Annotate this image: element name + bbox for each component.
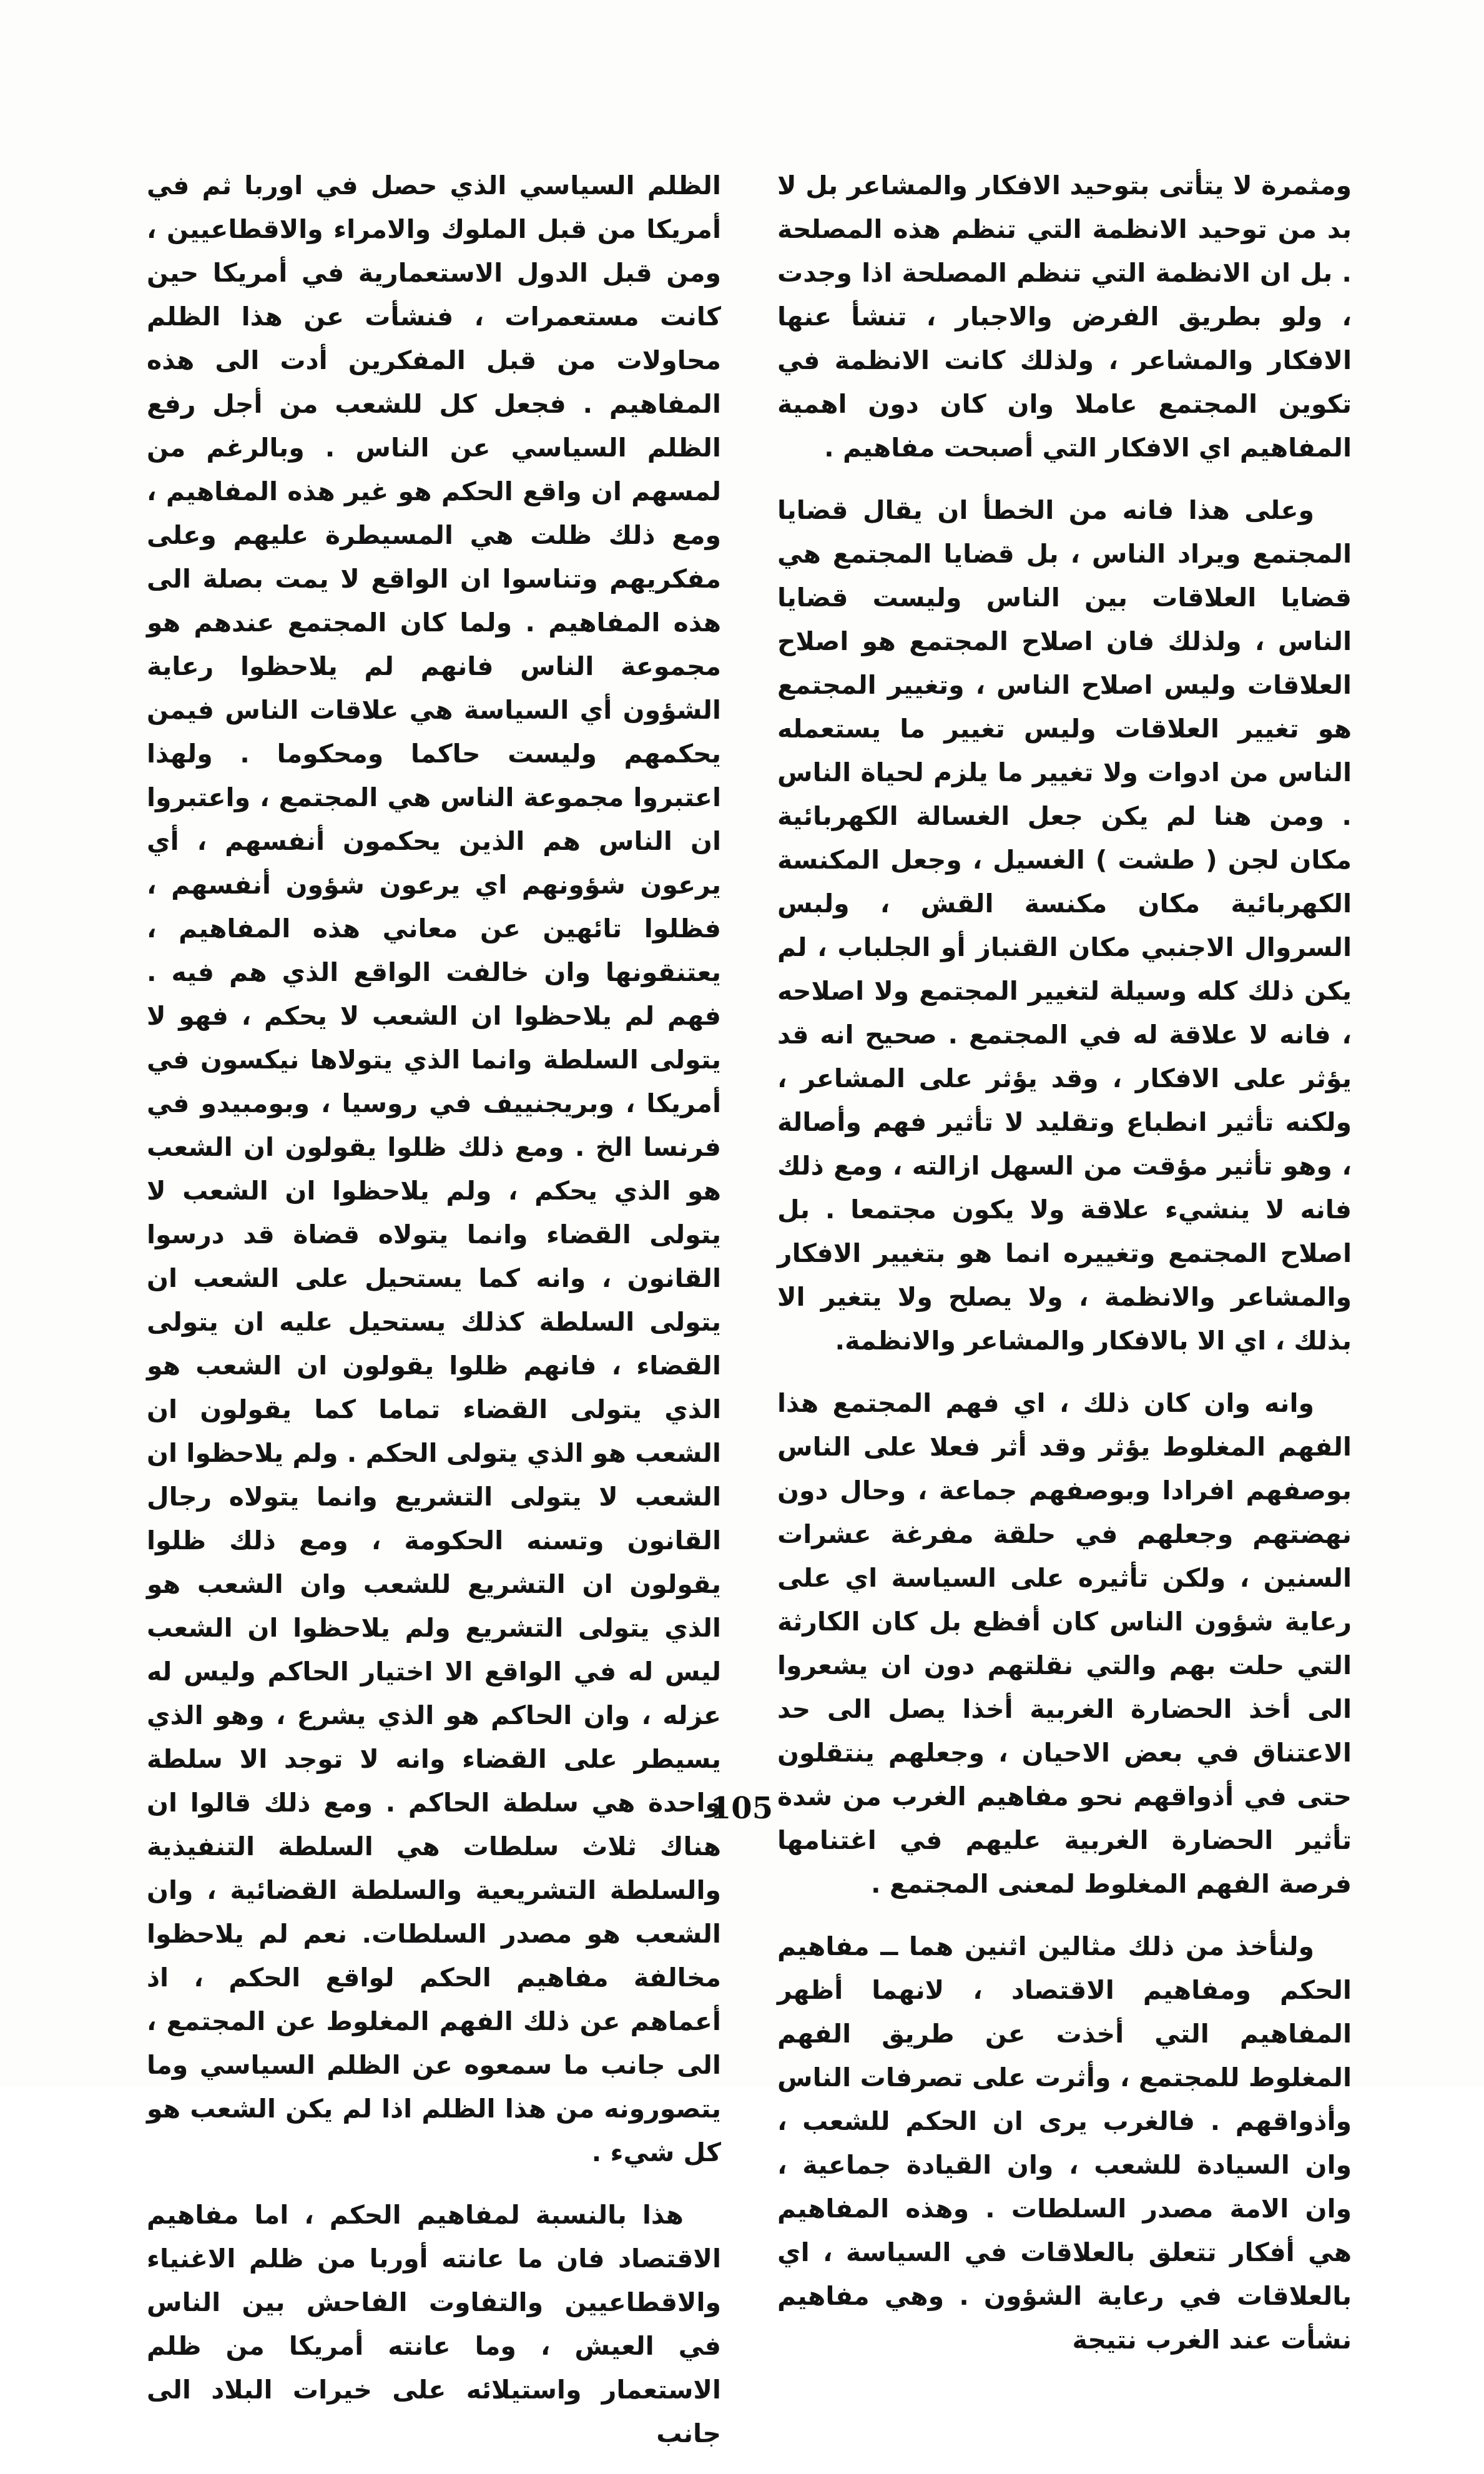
page-number: 105	[710, 1791, 774, 1826]
paragraph: وانه وان كان ذلك ، اي فهم المجتمع هذا الفهم المغلوط يؤثر وقد أثر فعلا على الناس بوصفهم افرادا وبوصفهم جماعة ، وحال دون نهضتهم وجعلهم في حلقة مفرغة عشرات السنين ، ولكن تأثيره على السياسة اي على رعاية شؤون الناس كان أفظع بل كان الكارثة التي حلت بهم والتي نقلتهم دون ان يشعروا الى أخذ الحضارة الغربية أخذا يصل الى حد الاعتناق في بعض الاحيان ، وجعلهم ينتقلون حتى في أذواقهم نحو مفاهيم الغرب من شدة تأثير الحضارة الغربية عليهم في اغتنامها فرصة الفهم المغلوط لمعنى المجتمع .	[777, 1388, 1352, 1899]
right-text-column	[777, 164, 1352, 2380]
paragraph: ولنأخذ من ذلك مثالين اثنين هما ــ مفاهيم الحكم ومفاهيم الاقتصاد ، لانهما أظهر المفاهيم التي أخذت عن طريق الفهم المغلوط للمجتمع ، وأثرت على تصرفات الناس وأذواقهم . فالغرب يرى ان الحكم للشعب ، وان السيادة للشعب ، وان القيادة جماعية ، وان الامة مصدر السلطات . وهذه المفاهيم هي أفكار تتعلق بالعلاقات في السياسة ، اي بالعلاقات في رعاية الشؤون . وهي مفاهيم نشأت عند الغرب نتيجة	[777, 1931, 1352, 2355]
paragraph: ومثمرة لا يتأتى بتوحيد الافكار والمشاعر بل لا بد من توحيد الانظمة التي تنظم هذه المصلحة . بل ان الانظمة التي تنظم المصلحة اذا وجدت ، ولو بطريق الفرض والاجبار ، تنشأ عنها الافكار والمشاعر ، ولذلك كانت الانظمة في تكوين المجتمع عاملا وان كان دون اهمية المفاهيم اي الافكار التي أصبحت مفاهيم .	[777, 170, 1352, 463]
paragraph: هذا بالنسبة لمفاهيم الحكم ، اما مفاهيم الاقتصاد فان ما عانته أوربا من ظلم الاغنياء والاقطاعيين والتفاوت الفاحش بين الناس في العيش ، وما عانته أمريكا من ظلم الاستعمار واستيلائه على خيرات البلاد الى جانب	[147, 2200, 721, 2448]
paragraph: الظلم السياسي الذي حصل في اوربا ثم في أمريكا من قبل الملوك والامراء والاقطاعيين ، ومن قبل الدول الاستعمارية في أمريكا حين كانت مستعمرات ، فنشأت عن هذا الظلم محاولات من قبل المفكرين أدت الى هذه المفاهيم . فجعل كل للشعب من أجل رفع الظلم السياسي عن الناس . وبالرغم من لمسهم ان واقع الحكم هو غير هذه المفاهيم ، ومع ذلك ظلت هي المسيطرة عليهم وعلى مفكريهم وتناسوا ان الواقع لا يمت بصلة الى هذه المفاهيم . ولما كان المجتمع عندهم هو مجموعة الناس فانهم لم يلاحظوا رعاية الشؤون أي السياسة هي علاقات الناس فيمن يحكمهم وليست حاكما ومحكوما . ولهذا اعتبروا مجموعة الناس هي المجتمع ، واعتبروا ان الناس هم الذين يحكمون أنفسهم ، أي يرعون شؤونهم اي يرعون شؤون أنفسهم ، فظلوا تائهين عن معاني هذه المفاهيم ، يعتنقونها وان خالفت الواقع الذي هم فيه . فهم لم يلاحظوا ان الشعب لا يحكم ، فهو لا يتولى السلطة وانما الذي يتولاها نيكسون في أمريكا ، وبريجنييف في روسيا ، وبومبيدو في فرنسا الخ . ومع ذلك ظلوا يقولون ان الشعب هو الذي يحكم ، ولم يلاحظوا ان الشعب لا يتولى القضاء وانما يتولاه قضاة قد درسوا القانون ، وانه كما يستحيل على الشعب ان يتولى السلطة كذلك يستحيل عليه ان يتولى القضاء ، فانهم ظلوا يقولون ان الشعب هو الذي يتولى القضاء تماما كما يقولون ان الشعب هو الذي يتولى الحكم . ولم يلاحظوا ان الشعب لا يتولى التشريع وانما يتولاه رجال القانون وتسنه الحكومة ، ومع ذلك ظلوا يقولون ان التشريع للشعب وان الشعب هو الذي يتولى التشريع ولم يلاحظوا ان الشعب ليس له في الواقع الا اختيار الحاكم وليس له عزله ، وان الحاكم هو الذي يشرع ، وهو الذي يسيطر على القضاء وانه لا توجد الا سلطة واحدة هي سلطة الحاكم . ومع ذلك قالوا ان هناك ثلاث سلطات هي السلطة التنفيذية والسلطة التشريعية والسلطة القضائية ، وان الشعب هو مصدر السلطات. نعم لم يلاحظوا مخالفة مفاهيم الحكم لواقع الحكم ، اذ أعماهم عن ذلك الفهم المغلوط عن المجتمع ، الى جانب ما سمعوه عن الظلم السياسي وما يتصورونه من هذا الظلم اذا لم يكن الشعب هو كل شيء .	[147, 170, 721, 2167]
paragraph: وعلى هذا فانه من الخطأ ان يقال قضايا المجتمع ويراد الناس ، بل قضايا المجتمع هي قضايا العلاقات بين الناس وليست قضايا الناس ، ولذلك فان اصلاح المجتمع هو اصلاح العلاقات وليس اصلاح الناس ، وتغيير المجتمع هو تغيير العلاقات وليس تغيير ما يستعمله الناس من ادوات ولا تغيير ما يلزم لحياة الناس . ومن هنا لم يكن جعل الغسالة الكهربائية مكان لجن ( طشت ) الغسيل ، وجعل المكنسة الكهربائية مكان مكنسة القش ، ولبس السروال الاجنبي مكان القنباز أو الجلباب ، لم يكن ذلك كله وسيلة لتغيير المجتمع ولا اصلاحه ، فانه لا علاقة له في المجتمع . صحيح انه قد يؤثر على الافكار ، وقد يؤثر على المشاعر ، ولكنه تأثير انطباع وتقليد لا تأثير فهم وأصالة ، وهو تأثير مؤقت من السهل ازالته ، ومع ذلك فانه لا ينشيء علاقة ولا يكون مجتمعا . بل اصلاح المجتمع وتغييره انما هو بتغيير الافكار والمشاعر والانظمة ، ولا يصلح ولا يتغير الا بذلك ، اي الا بالافكار والمشاعر والانظمة.	[777, 495, 1352, 1356]
left-text-column	[147, 164, 721, 2474]
